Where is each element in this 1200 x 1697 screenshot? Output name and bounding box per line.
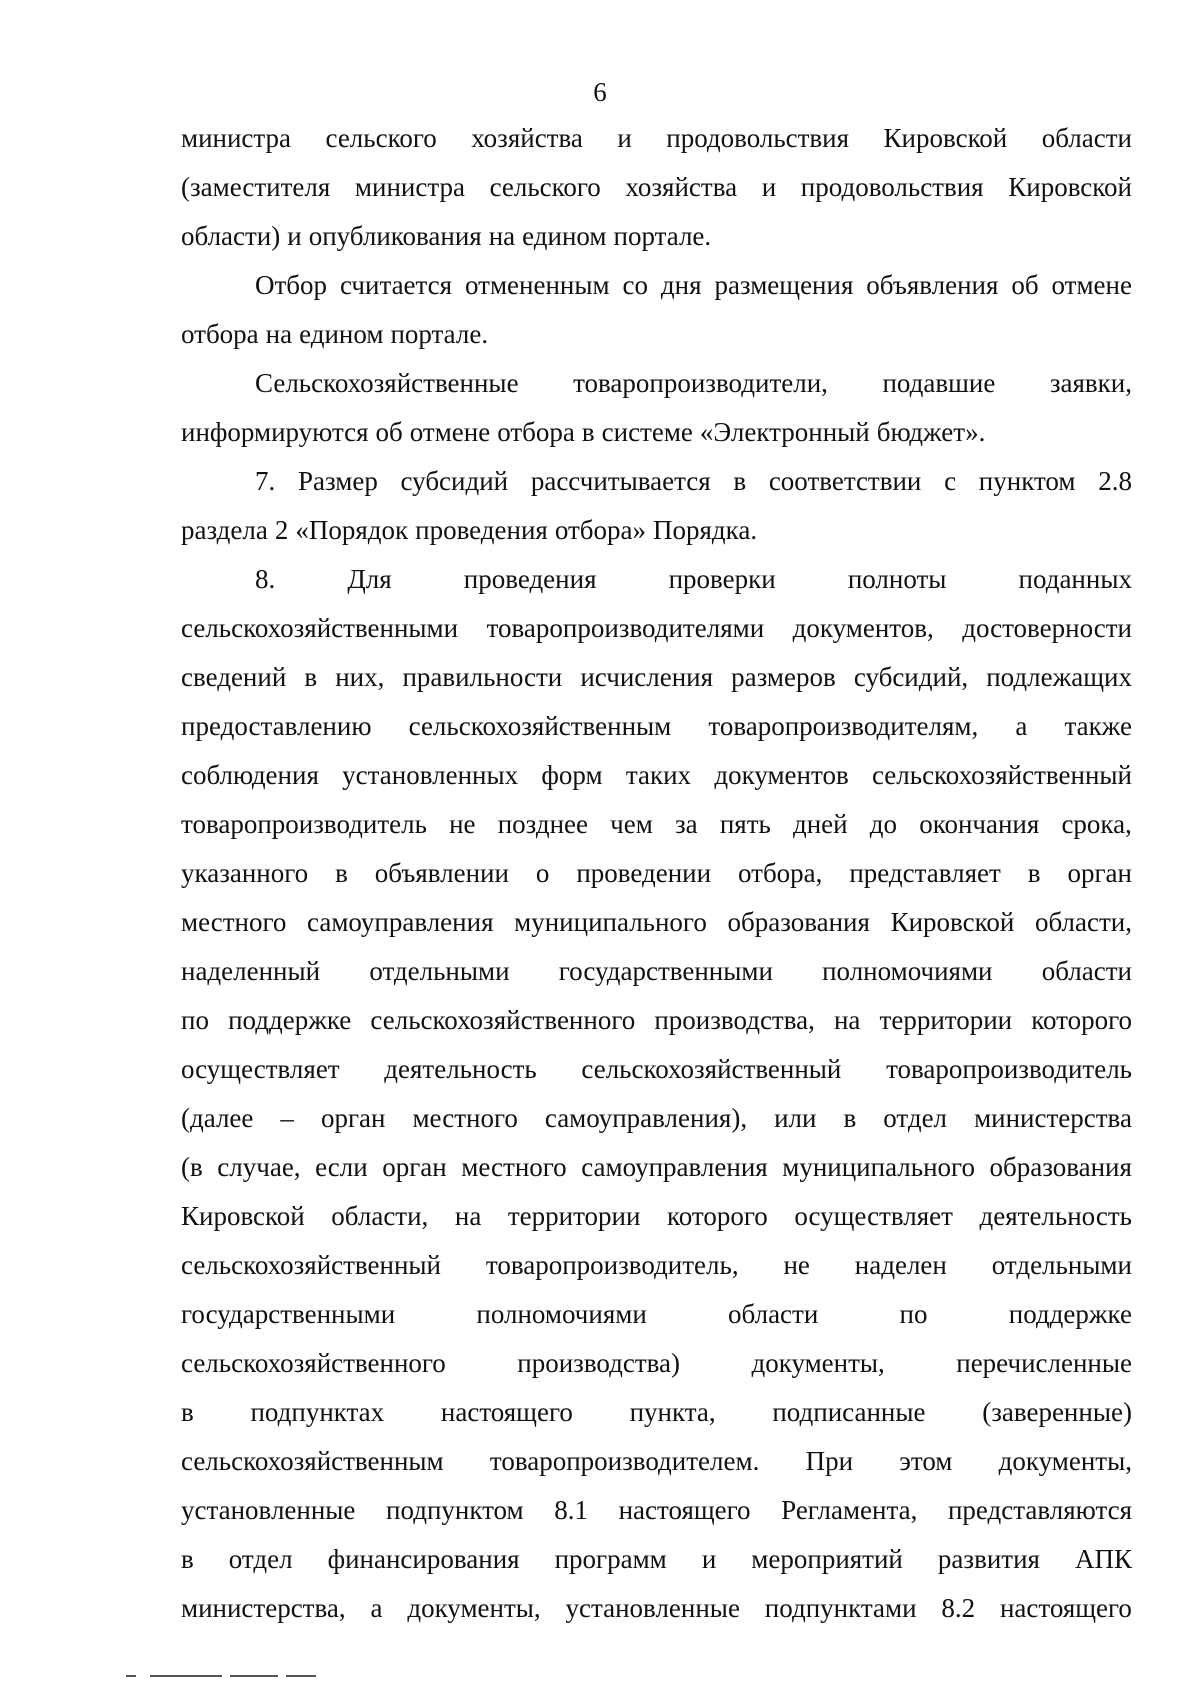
word: документы, — [407, 1593, 541, 1623]
word: осуществляет — [181, 1054, 340, 1084]
word: развития — [937, 1544, 1040, 1574]
word: рассчитывается — [530, 466, 711, 496]
word: в — [1027, 858, 1041, 888]
text-line — [181, 800, 1132, 849]
word: едином — [522, 221, 607, 251]
word: подпунктом — [386, 1495, 524, 1525]
word: полномочиями — [822, 956, 993, 986]
word: сведений — [181, 662, 287, 692]
word: 8.1 — [554, 1495, 588, 1525]
word: товаропроизводителями — [486, 613, 765, 643]
word: проведения — [415, 515, 548, 545]
word: самоуправления — [307, 907, 494, 937]
text-line — [181, 996, 1132, 1045]
word: документов — [714, 760, 849, 790]
word: наделен — [854, 1250, 947, 1280]
word: (в — [181, 1152, 203, 1182]
word: соответствии — [768, 466, 922, 496]
text-line — [181, 310, 1132, 359]
word: опубликования — [308, 221, 482, 251]
word: (заместителя — [181, 172, 331, 202]
word: размещения — [714, 270, 854, 300]
word: товаропроизводителем. — [489, 1446, 760, 1476]
word: отмене — [409, 417, 491, 447]
word: в — [181, 1397, 194, 1427]
word: и — [617, 123, 632, 153]
word: отмененным — [465, 270, 610, 300]
page-number: 6 — [593, 77, 607, 107]
word: на — [265, 319, 293, 349]
word: отдел — [228, 1544, 293, 1574]
word: в — [843, 1103, 857, 1133]
word: Порядка. — [653, 515, 758, 545]
text-line — [181, 849, 1132, 898]
word: размеров — [731, 662, 836, 692]
word: по — [181, 1005, 209, 1035]
word: территории — [879, 1005, 1013, 1035]
word: в — [181, 1544, 194, 1574]
word: (заверенные) — [982, 1397, 1132, 1427]
text-line — [181, 751, 1132, 800]
word: сельскохозяйственными — [181, 613, 459, 643]
text-line — [181, 1241, 1132, 1290]
word: которого — [1031, 1005, 1132, 1035]
word: области) — [181, 221, 281, 251]
word: сельскохозяйственным — [408, 711, 672, 741]
text-line — [181, 1339, 1132, 1388]
word: государственными — [558, 956, 773, 986]
word: настоящего — [440, 1397, 573, 1427]
text-line — [181, 1143, 1132, 1192]
word: При — [805, 1446, 854, 1476]
word: отдельными — [369, 956, 510, 986]
word: 8. — [255, 564, 276, 594]
word: отмене — [1051, 270, 1132, 300]
word: бюджет». — [876, 417, 986, 447]
word: товаропроизводитель — [886, 1054, 1132, 1084]
word: министерства, — [181, 1593, 346, 1623]
word: достоверности — [962, 613, 1132, 643]
word: полномочиями — [476, 1299, 647, 1329]
text-line — [181, 1437, 1132, 1486]
word: за — [675, 809, 698, 839]
word: системе — [601, 417, 693, 447]
word: Сельскохозяйственные — [255, 368, 519, 398]
word: предоставлению — [181, 711, 372, 741]
word: министерства — [974, 1103, 1132, 1133]
word: деятельность — [979, 1201, 1132, 1231]
word: подпунктами — [764, 1593, 917, 1623]
word: – — [280, 1103, 294, 1133]
word: Кировской — [883, 123, 1008, 153]
word: пунктом — [978, 466, 1076, 496]
word: области — [728, 1299, 819, 1329]
word: области — [1041, 123, 1132, 153]
word: министра — [181, 123, 292, 153]
text-line — [181, 114, 1132, 163]
word: отбора — [181, 319, 259, 349]
text-line — [181, 1535, 1132, 1584]
word: местного — [412, 1103, 518, 1133]
word: деятельность — [384, 1054, 537, 1084]
word: образования — [989, 1152, 1132, 1182]
word: дней — [792, 809, 848, 839]
text-line — [181, 702, 1132, 751]
word: государственными — [181, 1299, 396, 1329]
word: в — [733, 466, 747, 496]
word: отбора, — [738, 858, 823, 888]
text-line — [181, 408, 1132, 457]
text-line — [181, 898, 1132, 947]
text-line — [181, 1045, 1132, 1094]
word: в — [335, 858, 348, 888]
word: форм — [541, 760, 603, 790]
word: самоуправления — [581, 1152, 768, 1182]
word: подпунктах — [250, 1397, 385, 1427]
word: установленных — [342, 760, 519, 790]
word: АПК — [1074, 1544, 1132, 1574]
word: которого — [667, 1201, 768, 1231]
word: финансирования — [327, 1544, 520, 1574]
word: об — [375, 417, 403, 447]
word: дня — [660, 270, 702, 300]
word: товаропроизводители, — [573, 368, 828, 398]
word: продовольствия — [666, 123, 850, 153]
word: сельского — [325, 123, 437, 153]
word: настоящего — [999, 1593, 1132, 1623]
word: подписанные — [772, 1397, 926, 1427]
word: подавшие — [882, 368, 996, 398]
word: представляет — [849, 858, 1001, 888]
word: местного — [461, 1152, 567, 1182]
word: представляются — [947, 1495, 1132, 1525]
word: исчисления — [580, 662, 714, 692]
word: производства, — [654, 1005, 815, 1035]
word: позднее — [497, 809, 588, 839]
word: пункта, — [629, 1397, 716, 1427]
text-line — [181, 1584, 1132, 1633]
word: с — [944, 466, 957, 496]
word: документы, — [751, 1348, 885, 1378]
word: не — [783, 1250, 810, 1280]
word: сельскохозяйственным — [181, 1446, 444, 1476]
word: производства) — [517, 1348, 681, 1378]
word: сельскохозяйственного — [181, 1348, 446, 1378]
word: хозяйства — [625, 172, 738, 202]
word: местного — [181, 907, 287, 937]
word: в — [581, 417, 595, 447]
word: правильности — [402, 662, 563, 692]
word: сельскохозяйственного — [370, 1005, 636, 1035]
word: области — [1041, 956, 1132, 986]
text-line — [181, 604, 1132, 653]
word: муниципального — [514, 907, 707, 937]
word: заявки, — [1049, 368, 1132, 398]
text-line — [181, 1192, 1132, 1241]
word: сельского — [489, 172, 601, 202]
word: (далее — [181, 1103, 254, 1133]
word: товаропроизводитель — [181, 809, 427, 839]
word: на — [833, 1005, 861, 1035]
word: 8.2 — [941, 1593, 976, 1623]
word: сельскохозяйственный — [181, 1250, 441, 1280]
word: об — [1011, 270, 1039, 300]
word: самоуправления), — [544, 1103, 748, 1133]
word: по — [899, 1299, 928, 1329]
word: подлежащих — [986, 662, 1132, 692]
word: срока, — [1061, 809, 1132, 839]
word: поддержке — [228, 1005, 352, 1035]
word: Кировской — [1008, 172, 1132, 202]
word: о — [535, 858, 550, 888]
word: и — [287, 221, 302, 251]
text-line — [181, 1388, 1132, 1437]
text-line — [181, 212, 1132, 261]
word: перечисленные — [956, 1348, 1132, 1378]
word: орган — [1067, 858, 1132, 888]
word: орган — [320, 1103, 386, 1133]
word: сельскохозяйственный — [871, 760, 1132, 790]
word: сельскохозяйственный — [581, 1054, 842, 1084]
word: субсидий — [400, 466, 509, 496]
word: полноты — [847, 564, 947, 594]
word: указанного — [181, 858, 309, 888]
word: до — [869, 809, 898, 839]
word: соблюдения — [181, 760, 319, 790]
word: документов, — [792, 613, 934, 643]
word: поданных — [1018, 564, 1132, 594]
text-line — [181, 163, 1132, 212]
word: поддержке — [1008, 1299, 1132, 1329]
word: чем — [610, 809, 653, 839]
word: отбора — [497, 417, 575, 447]
word: территории — [507, 1201, 641, 1231]
word: Отбор — [255, 270, 328, 300]
word: 7. — [255, 466, 276, 496]
word: едином — [299, 319, 384, 349]
footer-rule-marks — [126, 1675, 326, 1678]
word: установленные — [181, 1495, 356, 1525]
word: Регламента, — [781, 1495, 918, 1525]
word: и — [761, 172, 777, 202]
word: или — [774, 1103, 817, 1133]
word: со — [622, 270, 648, 300]
word: отдельными — [991, 1250, 1132, 1280]
word: настоящего — [618, 1495, 751, 1525]
word: проведении — [576, 858, 712, 888]
word: объявления — [866, 270, 999, 300]
word: и — [701, 1544, 717, 1574]
word: Для — [347, 564, 392, 594]
text-line — [181, 555, 1132, 604]
text-line — [181, 457, 1132, 506]
text-line — [181, 1094, 1132, 1143]
word: информируются — [181, 417, 369, 447]
word: Размер — [297, 466, 378, 496]
word: орган — [382, 1152, 447, 1182]
word: если — [315, 1152, 368, 1182]
text-line — [181, 261, 1132, 310]
word: 2.8 — [1098, 466, 1132, 496]
word: образования — [727, 907, 870, 937]
word: отдел — [883, 1103, 948, 1133]
word: программ — [554, 1544, 667, 1574]
word: считается — [339, 270, 453, 300]
word: пять — [719, 809, 771, 839]
word: окончания — [919, 809, 1040, 839]
word: объявлении — [374, 858, 509, 888]
word: а — [370, 1593, 383, 1623]
word: на — [488, 221, 516, 251]
word: портале. — [390, 319, 489, 349]
word: портале. — [613, 221, 712, 251]
word: отбора» — [554, 515, 647, 545]
text-line — [181, 359, 1132, 408]
word: случае, — [217, 1152, 301, 1182]
word: таких — [625, 760, 692, 790]
word: 2 — [274, 515, 289, 545]
word: области, — [1034, 907, 1132, 937]
word: них, — [335, 662, 385, 692]
text-line — [181, 506, 1132, 555]
word: установленные — [565, 1593, 740, 1623]
word: раздела — [181, 515, 268, 545]
word: области, — [331, 1201, 429, 1231]
word: Кировской — [181, 1201, 305, 1231]
word: продовольствия — [800, 172, 984, 202]
word: проверки — [668, 564, 776, 594]
word: министра — [354, 172, 465, 202]
word: документы, — [998, 1446, 1132, 1476]
word: на — [454, 1201, 482, 1231]
word: а — [1015, 711, 1028, 741]
text-line — [181, 653, 1132, 702]
word: в — [304, 662, 318, 692]
word: мероприятий — [751, 1544, 903, 1574]
word: «Электронный — [699, 417, 870, 447]
word: Кировской — [890, 907, 1015, 937]
text-line — [181, 947, 1132, 996]
word: хозяйства — [471, 123, 583, 153]
word: субсидий, — [853, 662, 969, 692]
body-text — [181, 114, 1132, 1633]
word: муниципального — [782, 1152, 975, 1182]
word: не — [449, 809, 476, 839]
word: товаропроизводитель, — [485, 1250, 739, 1280]
word: проведения — [463, 564, 597, 594]
word: наделенный — [181, 956, 321, 986]
word: «Порядок — [295, 515, 409, 545]
word: также — [1064, 711, 1132, 741]
word: осуществляет — [794, 1201, 953, 1231]
text-line — [181, 1290, 1132, 1339]
word: товаропроизводителям, — [708, 711, 979, 741]
word: этом — [899, 1446, 953, 1476]
text-line — [181, 1486, 1132, 1535]
